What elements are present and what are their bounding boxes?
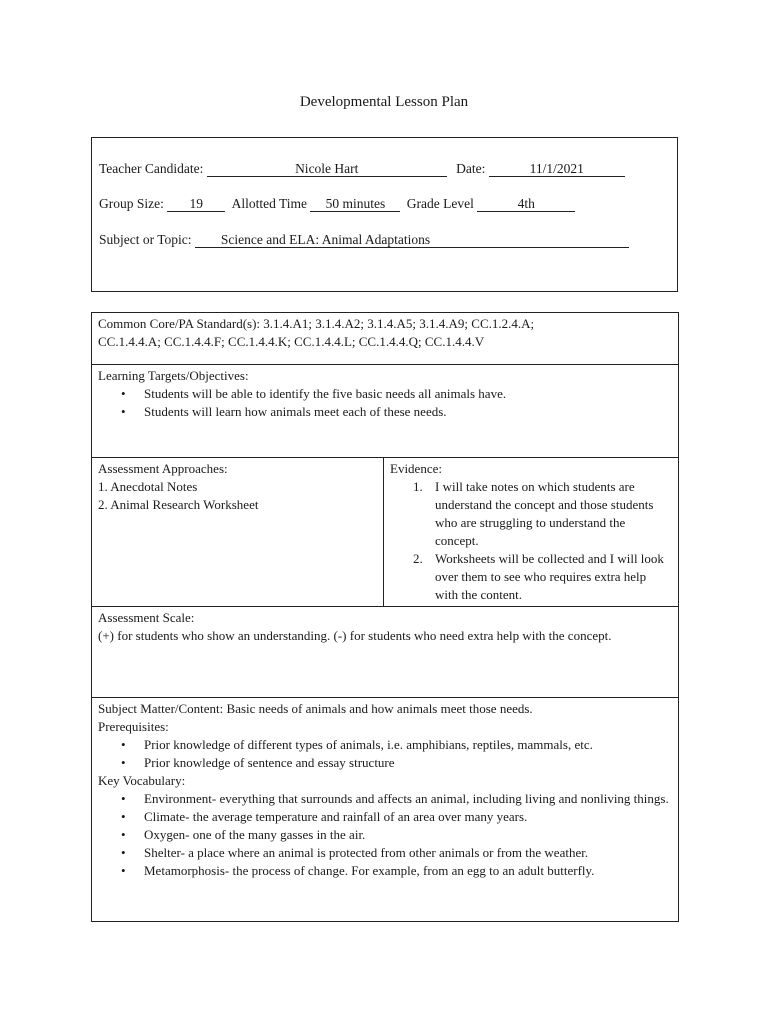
vocabulary-label: Key Vocabulary: <box>98 773 186 788</box>
standards-line-2: CC.1.4.4.A; CC.1.4.4.F; CC.1.4.4.K; CC.1.4.4.L; CC.1.4.4.Q; CC.1.4.4.V <box>98 334 485 349</box>
assessment-scale-text: (+) for students who show an understanding. (-) for students who need extra help with the concept. <box>98 628 612 643</box>
grade-level-value: 4th <box>477 197 575 212</box>
allotted-time-label: Allotted Time <box>231 196 308 211</box>
subject-line <box>99 232 629 248</box>
teacher-value: Nicole Hart <box>207 162 447 177</box>
allotted-time-value: 50 minutes <box>310 197 400 212</box>
date-value: 11/1/2021 <box>489 162 625 177</box>
list-item: • Metamorphosis- the process of change. For example, from an egg to an adult butterfly. <box>144 862 672 880</box>
prerequisites-list <box>98 736 672 772</box>
list-item: • Environment- everything that surrounds and affects an animal, including living and nonliving things. <box>144 790 672 808</box>
vocabulary-list <box>98 790 672 880</box>
objectives-label: Learning Targets/Objectives: <box>98 368 249 383</box>
group-size-label: Group Size: <box>99 196 164 211</box>
assessment-approaches-label: Assessment Approaches: <box>98 461 228 476</box>
page-title: Developmental Lesson Plan <box>299 94 469 110</box>
prerequisites-label: Prerequisites: <box>98 719 169 734</box>
objectives-cell <box>92 365 679 458</box>
lesson-plan-table <box>91 312 679 922</box>
group-time-grade-line <box>99 196 575 212</box>
list-item: 1. Anecdotal Notes <box>98 479 198 494</box>
list-item: • Shelter- a place where an animal is protected from other animals or from the weather. <box>144 844 672 862</box>
header-box <box>91 137 678 292</box>
list-item: • Students will be able to identify the five basic needs all animals have. <box>144 385 672 403</box>
evidence-label: Evidence: <box>390 461 442 476</box>
evidence-list <box>390 478 672 604</box>
subject-matter: Subject Matter/Content: Basic needs of animals and how animals meet those needs. <box>98 701 533 716</box>
date-label: Date: <box>456 161 486 176</box>
list-item: • Prior knowledge of sentence and essay structure <box>144 754 672 772</box>
standards-cell <box>92 313 679 365</box>
content-cell <box>92 698 679 922</box>
list-item: 2. Animal Research Worksheet <box>98 497 259 512</box>
list-item <box>413 550 672 604</box>
list-item: • Students will learn how animals meet each of these needs. <box>144 403 672 421</box>
subject-label: Subject or Topic: <box>99 232 192 247</box>
teacher-label: Teacher Candidate: <box>99 161 204 176</box>
evidence-cell <box>384 458 679 607</box>
teacher-date-line <box>99 161 625 177</box>
list-item: • Oxygen- one of the many gasses in the air. <box>144 826 672 844</box>
assessment-scale-cell <box>92 607 679 698</box>
subject-value: Science and ELA: Animal Adaptations <box>195 233 629 248</box>
group-size-value: 19 <box>167 197 225 212</box>
list-number: 2. <box>413 551 423 566</box>
list-text: I will take notes on which students are understand the concept and those students who are struggling to understand the concept. <box>435 479 654 548</box>
assessment-scale-label: Assessment Scale: <box>98 610 195 625</box>
list-number: 1. <box>413 479 423 494</box>
list-item <box>413 478 672 550</box>
assessment-approaches-cell <box>92 458 384 607</box>
list-text: Worksheets will be collected and I will look over them to see who requires extra help with the content. <box>435 551 664 602</box>
grade-level-label: Grade Level <box>406 196 474 211</box>
objectives-list <box>98 385 672 421</box>
list-item: • Climate- the average temperature and rainfall of an area over many years. <box>144 808 672 826</box>
standards-line-1: Common Core/PA Standard(s): 3.1.4.A1; 3.1.4.A2; 3.1.4.A5; 3.1.4.A9; CC.1.2.4.A; <box>98 316 535 331</box>
list-item: • Prior knowledge of different types of animals, i.e. amphibians, reptiles, mammals, etc. <box>144 736 672 754</box>
